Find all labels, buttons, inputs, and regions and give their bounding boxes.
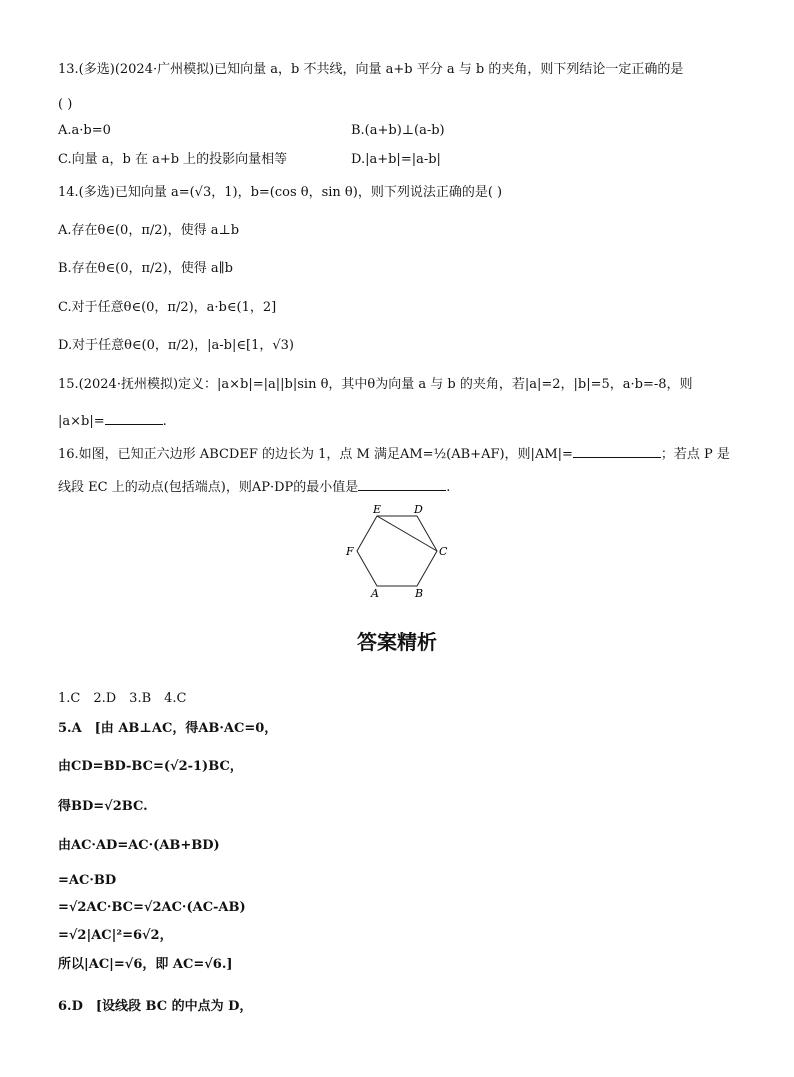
answer-5-line-2: 由CD=BD-BC=(√2-1)BC， bbox=[58, 759, 243, 774]
q13-paren: ( ) bbox=[58, 97, 73, 112]
label-b: B bbox=[415, 587, 424, 600]
q16-stem bbox=[58, 445, 730, 464]
q15-stem: 15.(2024·抚州模拟)定义：|a×b|=|a||b|sin θ，其中θ为向量 a 与 b 的夹角，若|a|=2，|b|=5，a·b=-8，则 bbox=[58, 377, 693, 392]
q13-option-b: B.(a+b)⊥(a-b) bbox=[351, 123, 445, 138]
hexagon-shape bbox=[357, 516, 437, 586]
answer-5-line-1: 5.A [由 AB⊥AC，得AB·AC=0， bbox=[58, 721, 278, 736]
answer-5-line-3: 得BD=√2BC. bbox=[58, 799, 148, 814]
answer-1-4: 1.C 2.D 3.B 4.C bbox=[58, 691, 187, 706]
q13-option-a: A.a·b=0 bbox=[58, 123, 111, 138]
q15-answer-label: |a×b|= bbox=[58, 414, 105, 429]
q14-option-a: A.存在θ∈(0，π/2)，使得 a⊥b bbox=[58, 223, 240, 238]
answer-6-line-1: 6.D [设线段 BC 的中点为 D， bbox=[58, 999, 253, 1014]
answer-5-line-5: =AC·BD bbox=[58, 873, 117, 888]
q13-stem: 13.(多选)(2024·广州模拟)已知向量 a，b 不共线，向量 a+b 平分 a 与 b 的夹角，则下列结论一定正确的是 bbox=[58, 62, 684, 77]
q14-option-b: B.存在θ∈(0，π/2)，使得 a∥b bbox=[58, 261, 233, 276]
answer-5-line-7: =√2|AC|²=6√2， bbox=[58, 928, 173, 943]
hexagon-figure bbox=[340, 502, 460, 602]
label-d: D bbox=[414, 503, 423, 516]
q16-blank-1 bbox=[573, 445, 661, 458]
answer-5-line-6: =√2AC·BC=√2AC·(AC-AB) bbox=[58, 900, 246, 915]
q13-option-d: D.|a+b|=|a-b| bbox=[351, 152, 441, 167]
q14-option-c: C.对于任意θ∈(0，π/2)，a·b∈(1，2] bbox=[58, 300, 277, 315]
label-a: A bbox=[371, 587, 379, 600]
q16-blank-2 bbox=[358, 478, 446, 491]
q15-blank bbox=[105, 412, 163, 425]
answer-5-line-8: 所以|AC|=√6，即 AC=√6.] bbox=[58, 957, 233, 972]
label-f: F bbox=[346, 545, 354, 558]
segment-ec bbox=[377, 516, 437, 551]
q16-stem-2: 线段 EC 上的动点(包括端点)，则AP·DP的最小值是 . bbox=[58, 480, 451, 495]
q15-answer-line: |a×b|= . bbox=[58, 414, 167, 429]
label-e: E bbox=[373, 503, 382, 516]
q16-text-2: 线段 EC 上的动点(包括端点)，则AP·DP的最小值是 bbox=[58, 480, 359, 495]
q16-text-1: 16.如图，已知正六边形 ABCDEF 的边长为 1，点 M 满足AM=½(AB+AF)，则|AM|= bbox=[58, 447, 573, 462]
answer-5-line-4: 由AC·AD=AC·(AB+BD) bbox=[58, 838, 220, 853]
label-c: C bbox=[439, 545, 448, 558]
q16-text-1b: ；若点 P 是 bbox=[660, 447, 730, 462]
q13-option-c: C.向量 a，b 在 a+b 上的投影向量相等 bbox=[58, 152, 288, 167]
answer-title: 答案精析 bbox=[357, 630, 437, 654]
q14-option-d: D.对于任意θ∈(0，π/2)，|a-b|∈[1，√3) bbox=[58, 338, 294, 353]
q14-stem: 14.(多选)已知向量 a=(√3，1)，b=(cos θ，sin θ)，则下列说法正确的是( ) bbox=[58, 185, 503, 200]
